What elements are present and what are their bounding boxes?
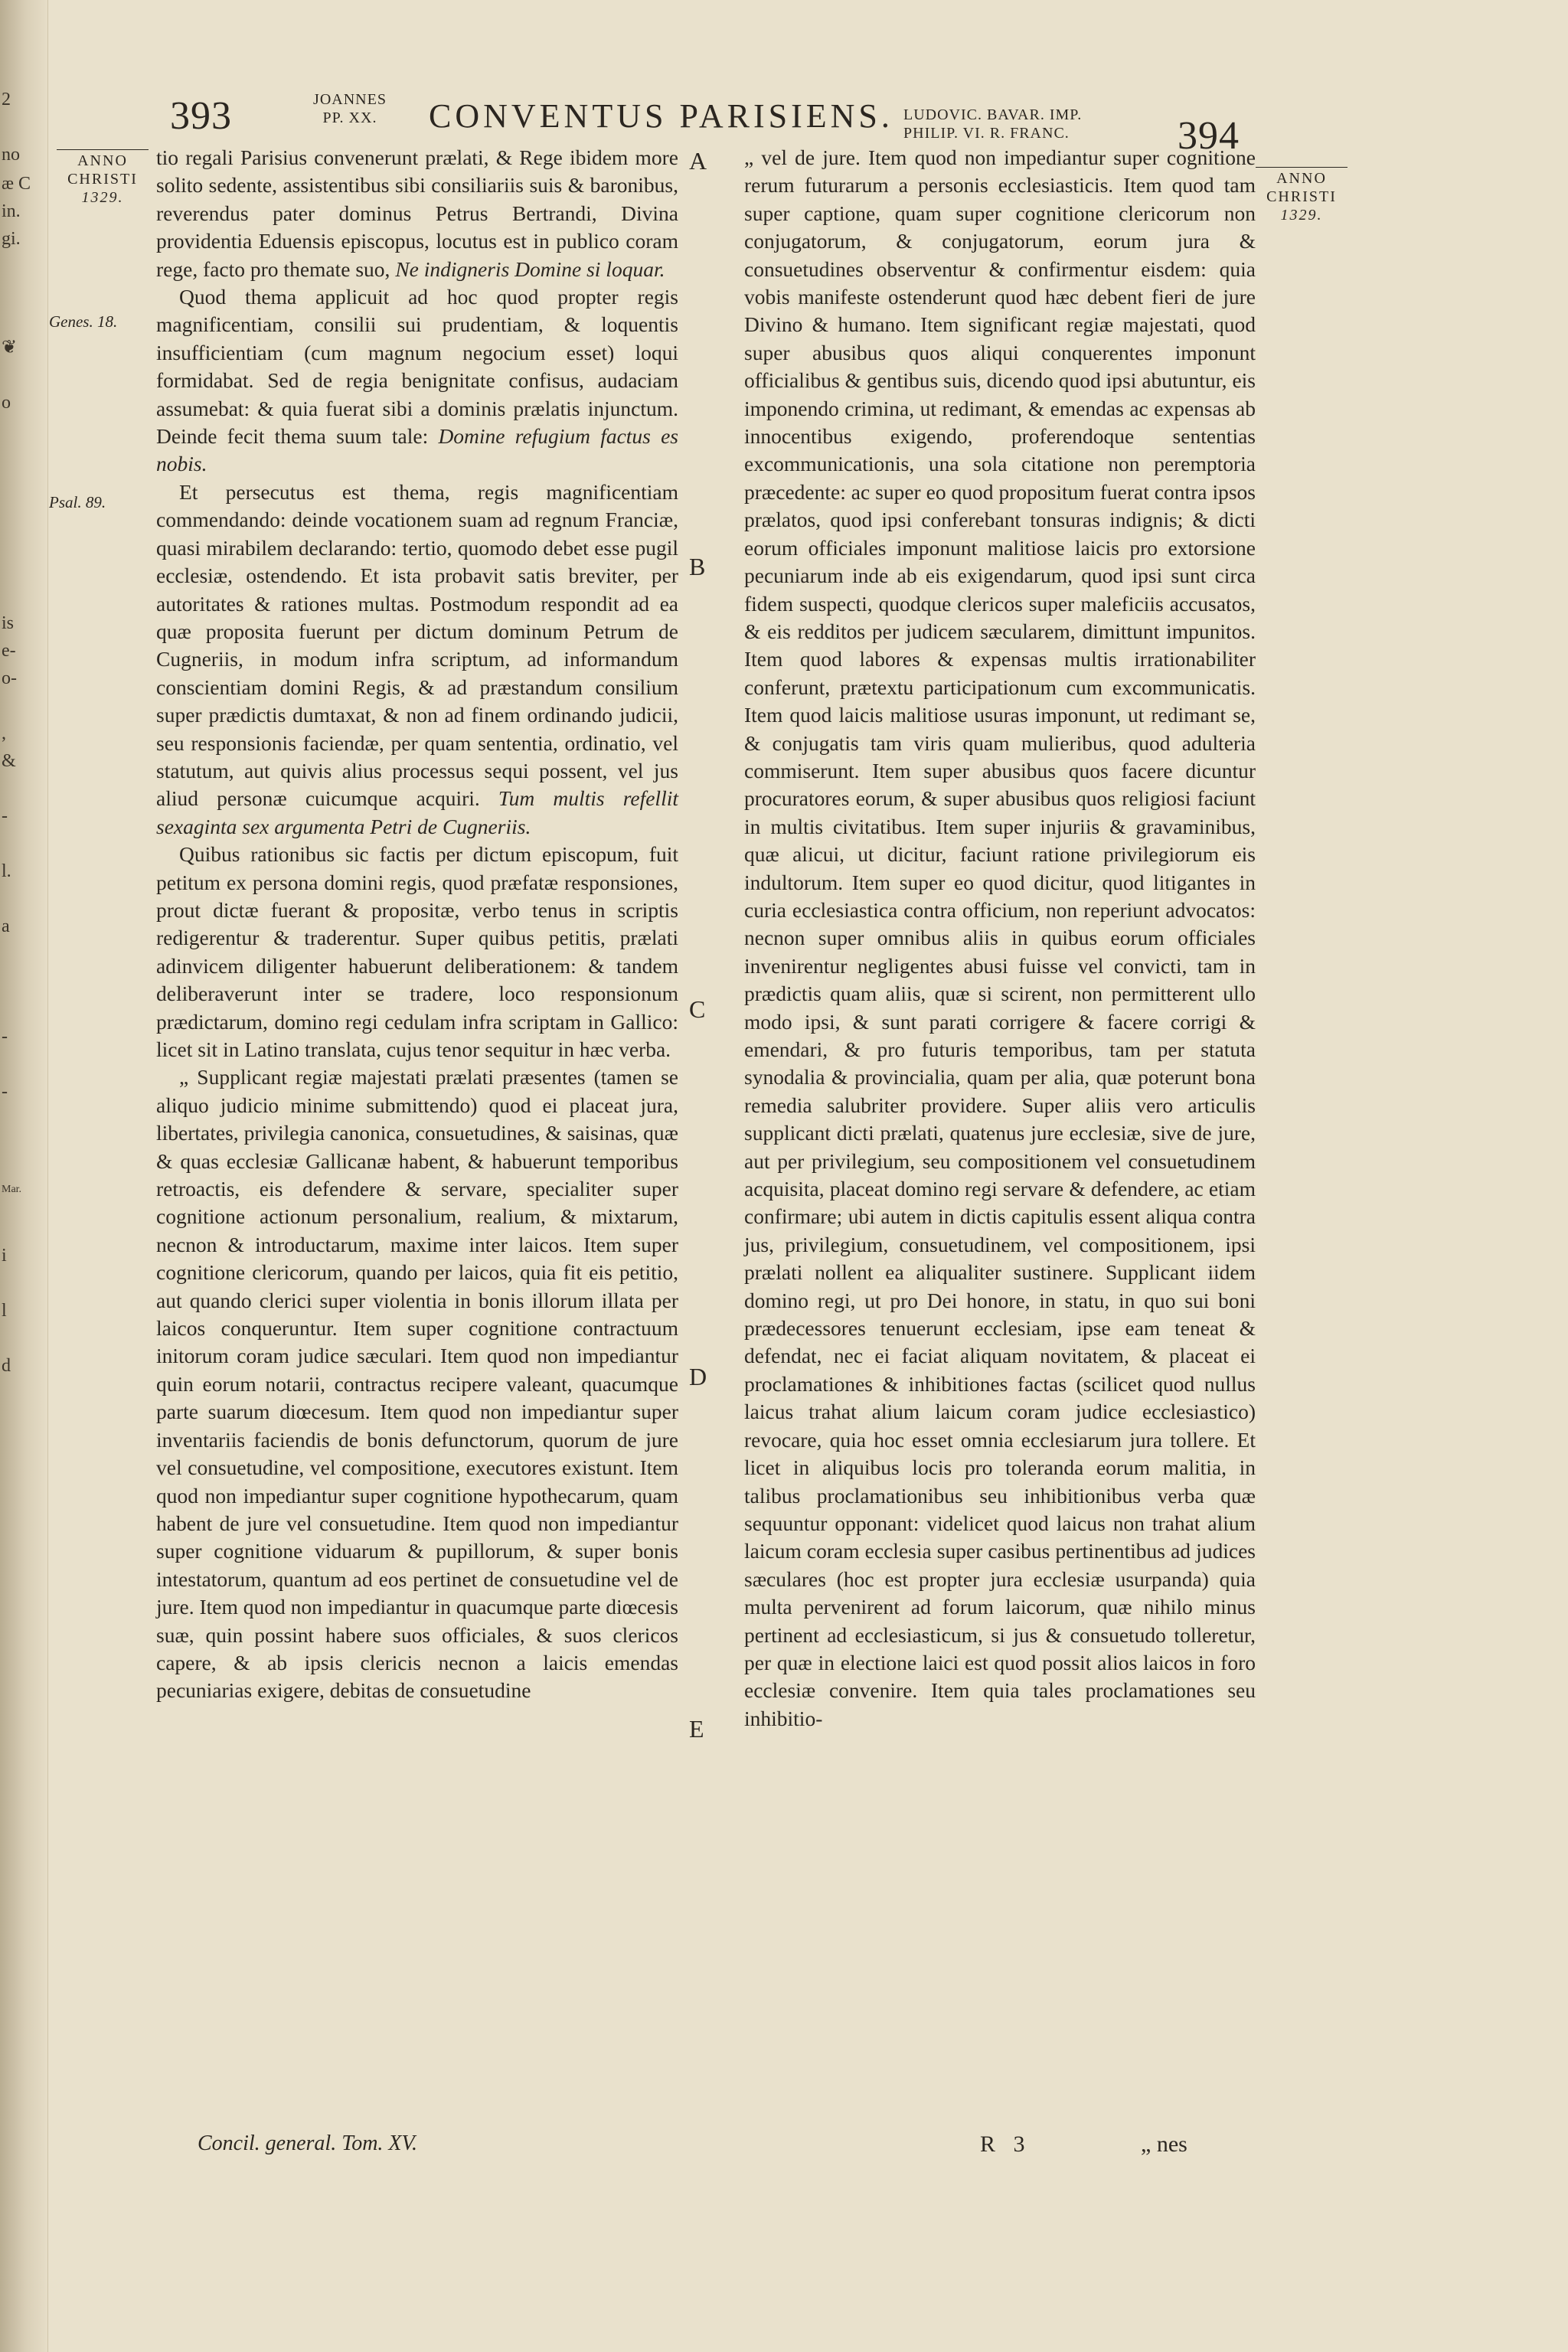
- paragraph: [156, 479, 678, 841]
- petition-text: „ vel de jure. Item quod non impediantur super cognitione rerum futurarum a personis ecclesiasticis. Item quod tam super captione, quam super cognitione clericorum non conjugatorum, & conjugatorum, eorum jura & consuetudines observentur & confirmentur eisdem: quia vobis manifeste ostenderunt quod hæc debent fieri de jure Divino & humano. Item significant regiæ majestati, quod super abusibus quos aliqui conquerentes imponunt officialibus & gentibus suis, dicendo quod ipsi abutuntur, eis imponendo crimina, ut redimant, & emendas ac expensas ab innocentibus exigendo, proferendoque sententias excommunicationis, una sola citatione non peremptoria præcedente: ac super eo quod propositum fuerat contra ipsos prælatos, quod ipsi conferebant tonsuras indignis; & dicti eorum officiales imponunt malitiose laicis pro extorsione pecuniarum inde ab eis exigendarum, quod ipsi sunt circa fidem suspecti, quodque clericos super maleficiis accusatos, & eis redditos per judicem sæcularem, dimittunt impunitos. Item quod labores & expensas multis irrationabiliter conferunt, prætextu participationum cum excommunicatis. Item quod laicis malitiose usuras imponunt, ut redimant se, & conjugatis tam viris quam mulieribus, quod adulteria commiserunt. Item super abusibus quos facere dicuntur procuratores eorum, & super abusibus quos religiosi faciunt in multis civitatibus. Item super injuriis & gravaminibus, quæ alicui, ut dicitur, faciunt ratione privilegiorum eis indultorum. Item super eo quod dicitur, quod litigantes in curia ecclesiastica contra officium, non reperiunt advocatos: necnon super omnibus aliis in quibus eorum officiales invenirentur negligentes abusi fuisse vel convicti, tam in prædictis quam aliis, quæ si scirent, non permitterent ullo modo ipsi, & sunt parati corrigere & facere corrigi & emendari, & pro futuris temporibus, tam per statuta synodalia & provincialia, quam per alia, quæ poterunt bona remedia salubriter providere. Super aliis vero articulis supplicant dicti prælati, quatenus jure ecclesiæ, sive de jure, aut per privilegium, seu compositionem vel consuetudinem acquisita, placeat domino regi servare & defendere, ac etiam confirmare; ubi autem in dictis capitulis essent aliqua contra jus, privilegium, consuetudinem, vel compositionem, ipsi prælati nollent ea aliqualiter sustinere. Supplicant iidem domino regi, ut pro Dei honore, in statu, in quo sui boni prædecessores tenuerunt ecclesiam, ipse eam teneat & defendat, nec ei faciat aliquam novitatem, & placeat ei proclamationes & inhibitiones factas (scilicet quod nullus laicus trahat alium laicum coram judice ecclesiastico) revocare, quia hoc esset omnia ecclesiarum jura tollere. Et licet in aliquibus locis pro toleranda eorum malitia, in talibus proclamationibus seu inhibitionibus verba quæ sequuntur opponant: videlicet quod laicus non trahat alium laicum coram ecclesia super casibus pertinentibus ad judices sæculares (hoc est propter jura ecclesiæ usurpanda) quia multa pervenirent ad forum laicorum, quæ nihilo minus pertinent ad ecclesiasticum, si jus & consuetudo tolleretur, per quæ in electione laici est quod possit alios laicos in foro ecclesiæ convenire. Item quia tales proclamationes seu inhibitio-: [744, 145, 1256, 1730]
- gutter-fragment: æ C: [2, 174, 31, 194]
- left-column: [156, 144, 678, 1705]
- right-column: [744, 144, 1256, 1733]
- gutter-fragment: 2: [2, 90, 11, 109]
- anno-christi-right: [1256, 167, 1348, 224]
- header-pope-name: JOANNES: [313, 91, 387, 108]
- header-emperor: LUDOVIC. BAVAR. IMP.: [903, 106, 1083, 123]
- catchword: „ nes: [1141, 2132, 1187, 2157]
- gutter-fragment: no: [2, 145, 20, 165]
- margin-note-genes: Genes. 18.: [49, 312, 118, 331]
- page-title: CONVENTUS PARISIENS.: [429, 97, 893, 135]
- signature-mark: R 3: [980, 2132, 1031, 2157]
- gutter-fragment: l.: [2, 861, 11, 881]
- anno-christi-left: [57, 149, 149, 207]
- header-king: PHILIP. VI. R. FRANC.: [903, 125, 1070, 142]
- gutter-fragment: -: [2, 1082, 8, 1102]
- scripture-quote: Domine refugium factus es nobis.: [156, 424, 678, 476]
- page-number-left: 393: [170, 94, 232, 138]
- gutter-fragment: ,: [2, 724, 6, 743]
- scripture-quote: Ne indigneris Domine si loquar.: [395, 256, 665, 281]
- gutter-fragment: in.: [2, 201, 21, 221]
- paragraph-text: tio regali Parisius convenerunt prælati, & Rege ibidem more solito sedente, assistentibus sibi consiliariis suis & baronibus, reverendus pater dominus Petrus Bertrandi, Divina providentia Eduensis episcopus, locutus est in publico coram rege, facto pro themate suo,: [156, 145, 678, 281]
- gutter-fragment: e-: [2, 641, 16, 661]
- gutter-fragment: l: [2, 1301, 7, 1321]
- section-letter-e: E: [689, 1715, 704, 1743]
- section-letter-d: D: [689, 1363, 707, 1390]
- section-letter-b: B: [689, 553, 706, 580]
- gutter-fragment: -: [2, 806, 8, 826]
- gutter-fragment: d: [2, 1356, 11, 1376]
- year-label: 1329.: [1280, 207, 1323, 224]
- christi-label: CHRISTI: [67, 171, 138, 188]
- gutter-fragment: o: [2, 393, 11, 413]
- side-rule: [1256, 167, 1348, 168]
- header-rulers: [903, 106, 1133, 142]
- gutter-fragment: is: [2, 613, 15, 633]
- gutter-fragment: i: [2, 1246, 7, 1266]
- paragraph: [156, 144, 678, 283]
- gutter-fragment: ❦: [2, 338, 18, 358]
- paragraph-text: Et persecutus est thema, regis magnificentiam commendando: deinde vocationem suam ad regnum Franciæ, quasi mirabilem declarando: tertio, quomodo debet esse pugil ecclesiæ, ostendendo. Et ista probavit satis breviter, per autoritates & rationes multas. Postmodum respondit ad ea quæ proposita fuerunt per dictum dominum Petrum de Cugneriis, in modum infra scriptum, ad informandum conscientiam domini Regis, & ad præstandum consilium super prædictis dumtaxat, & non ad finem ordinando judicii, seu responsionis faciendæ, per quam sententia, ordinatio, vel statutum, aut quivis alius processus sequi possent, vel jus aliud personæ cuicumque acquiri.: [156, 479, 678, 811]
- anno-label: ANNO: [77, 152, 128, 169]
- side-rule: [57, 149, 149, 150]
- gutter-fragment: a: [2, 916, 10, 936]
- section-letter-c: C: [689, 995, 706, 1023]
- section-letter-a: A: [689, 147, 707, 175]
- paragraph: Quibus rationibus sic factis per dictum episcopum, fuit petitum ex persona domini regis, quod præfatæ responsiones, prout dictæ fuerant & propositæ, verbo tenus in scriptis redigerentur & traderentur. Super quibus petitis, prælati adinvicem diligenter habuerunt deliberationem: & tandem deliberaverunt inter se tradere, loco responsionum prædictarum, domino regi cedulam infra scriptam in Gallico: licet sit in Latino translata, cujus tenor sequitur in hæc verba.: [156, 842, 678, 1061]
- gutter-fragment: gi.: [2, 229, 21, 249]
- christi-label: CHRISTI: [1266, 188, 1337, 205]
- binding-gutter: [0, 0, 48, 2352]
- summary-note: Tum multis refellit sexaginta sex argumenta Petri de Cugneriis.: [156, 786, 678, 838]
- gutter-fragment: o-: [2, 668, 17, 688]
- header-pope-title: PP. XX.: [322, 109, 377, 126]
- gutter-fragment: -: [2, 1027, 8, 1047]
- footer-volume: Concil. general. Tom. XV.: [198, 2132, 418, 2155]
- gutter-fragment: &: [2, 751, 16, 771]
- page-number-right: 394: [1178, 114, 1240, 158]
- petition-text: „ Supplicant regiæ majestati prælati præsentes (tamen se aliquo judicio minime submittendo) quod ei placeat jura, libertates, privilegia canonica, consuetudines, & saisinas, quæ & quas ecclesiæ Gallicanæ habent, & habuerunt temporibus retroactis, eis defendere & servare, specialiter super cognitione actionum personalium, realium, & mixtarum, necnon & introductarum, maxime inter laicos. Item super cognitione clericorum, quando per laicos, quia fit eis petitio, aut quando clerici super violentia in bonis illorum illata per laicos conqueruntur. Item super cognitione contractuum initorum coram judice sæculari. Item quod non impediantur quin eorum notarii, contractus recipere valeant, quacumque parte suarum diœcesum. Item quod non impediantur super inventariis faciendis de bonis defunctorum, quorum de jure vel consuetudine, vel compositione, executores existunt. Item quod non impediantur super cognitione hypothecarum, quam habent de jure vel consuetudine. Item quod non impediantur super cognitione viduarum & pupillorum, & super bonis intestatorum, quantum ad eos pertinet de consuetudine vel de jure. Item quod non impediantur in quacumque parte diœcesis suæ, quin possint habere suos officiales, & suos clericos capere, & ab ipsis clericis necnon a laicis emendas pecuniarias exigere, debitas de consuetudine: [156, 1065, 678, 1703]
- year-label: 1329.: [81, 189, 124, 206]
- gutter-fragment: Mar.: [2, 1184, 22, 1195]
- paragraph: [156, 283, 678, 479]
- margin-note-psal: Psal. 89.: [49, 493, 106, 511]
- header-pope: [308, 90, 392, 127]
- paragraph-text: Quod thema applicuit ad hoc quod propter regis magnificentiam, consilii sui prudentiam, & loquentis insufficientiam (cum magnum negocium esset) loqui formidabat. Sed de regia benignitate confisus, audaciam assumebat: & quia fuerat sibi a dominis prælatis injunctum. Deinde fecit thema suum tale:: [156, 285, 678, 449]
- anno-label: ANNO: [1276, 170, 1327, 187]
